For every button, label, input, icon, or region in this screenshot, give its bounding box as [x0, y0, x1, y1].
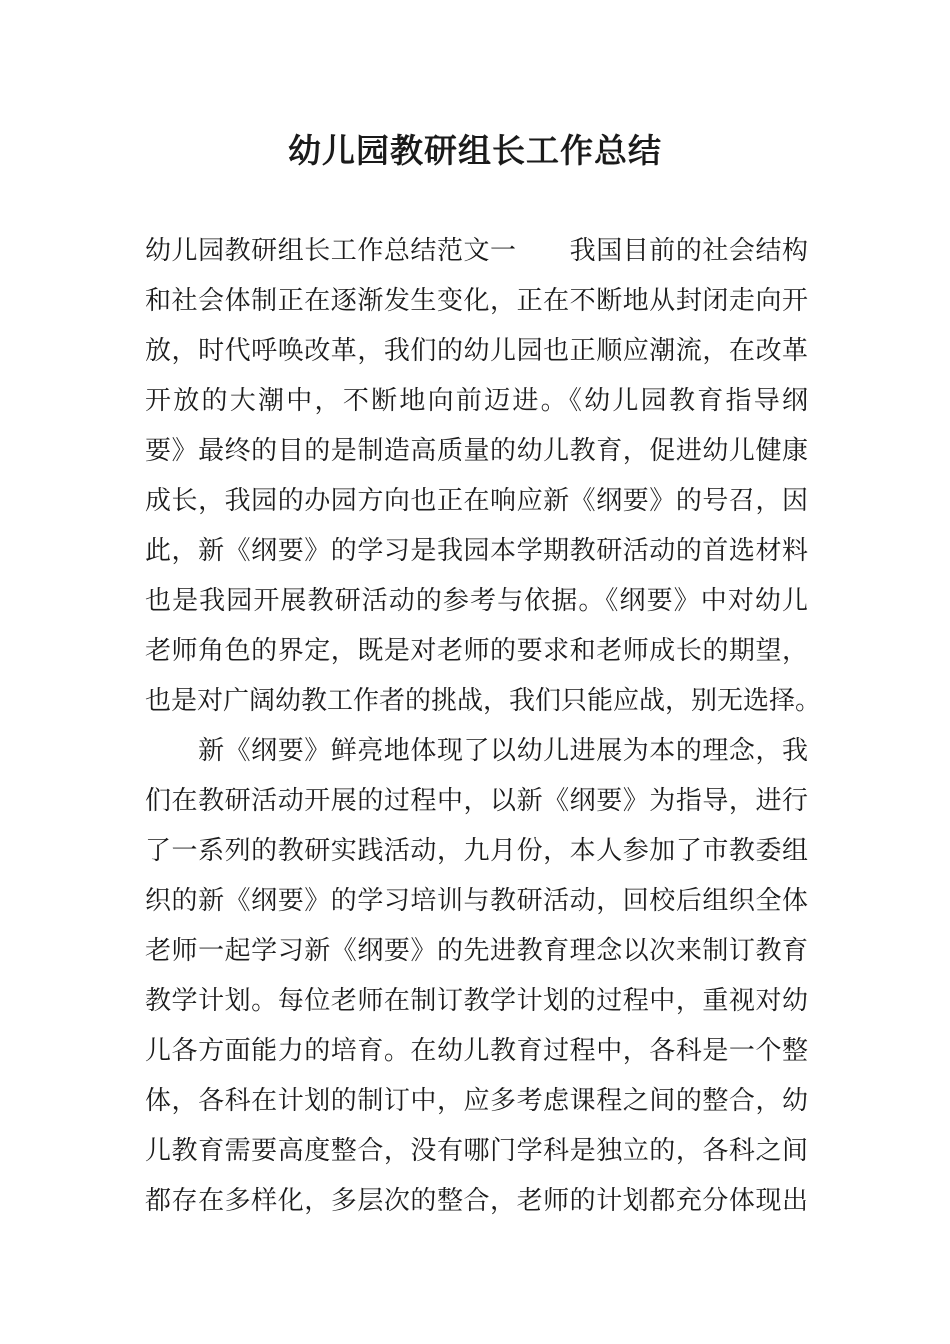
body-line: 们在教研活动开展的过程中，以新《纲要》为指导，进行	[145, 786, 808, 816]
body-line: 老师一起学习新《纲要》的先进教育理念以次来制订教育	[145, 936, 808, 966]
document-body	[145, 226, 822, 1226]
body-line: 体，各科在计划的制订中，应多考虑课程之间的整合，幼	[145, 1086, 808, 1116]
body-line: 开放的大潮中，不断地向前迈进。《幼儿园教育指导纲	[145, 386, 808, 416]
body-line: 都存在多样化，多层次的整合，老师的计划都充分体现出	[145, 1186, 808, 1216]
body-line: 教学计划。每位老师在制订教学计划的过程中，重视对幼	[145, 986, 808, 1016]
body-line: 了一系列的教研实践活动，九月份，本人参加了市教委组	[145, 836, 808, 866]
body-line: 也是对广阔幼教工作者的挑战，我们只能应战，别无选择。	[145, 686, 822, 716]
body-line: 幼儿园教研组长工作总结范文一 我国目前的社会结构	[145, 236, 808, 266]
document-title: 幼儿园教研组长工作总结	[288, 131, 662, 170]
body-line: 成长，我园的办园方向也正在响应新《纲要》的号召，因	[145, 486, 808, 516]
body-line: 儿各方面能力的培育。在幼儿教育过程中，各科是一个整	[145, 1036, 808, 1066]
body-line: 要》最终的目的是制造高质量的幼儿教育，促进幼儿健康	[145, 436, 808, 466]
body-line: 也是我园开展教研活动的参考与依据。《纲要》中对幼儿	[145, 586, 808, 616]
body-line: 新《纲要》鲜亮地体现了以幼儿进展为本的理念，我	[145, 736, 808, 766]
body-line: 和社会体制正在逐渐发生变化，正在不断地从封闭走向开	[145, 286, 808, 316]
body-line: 老师角色的界定，既是对老师的要求和老师成长的期望，	[145, 636, 808, 666]
body-line: 织的新《纲要》的学习培训与教研活动，回校后组织全体	[145, 886, 808, 916]
body-line: 儿教育需要高度整合，没有哪门学科是独立的，各科之间	[145, 1136, 808, 1166]
body-line: 放，时代呼唤改革，我们的幼儿园也正顺应潮流，在改革	[145, 336, 808, 366]
body-line: 此，新《纲要》的学习是我园本学期教研活动的首选材料	[145, 536, 808, 566]
